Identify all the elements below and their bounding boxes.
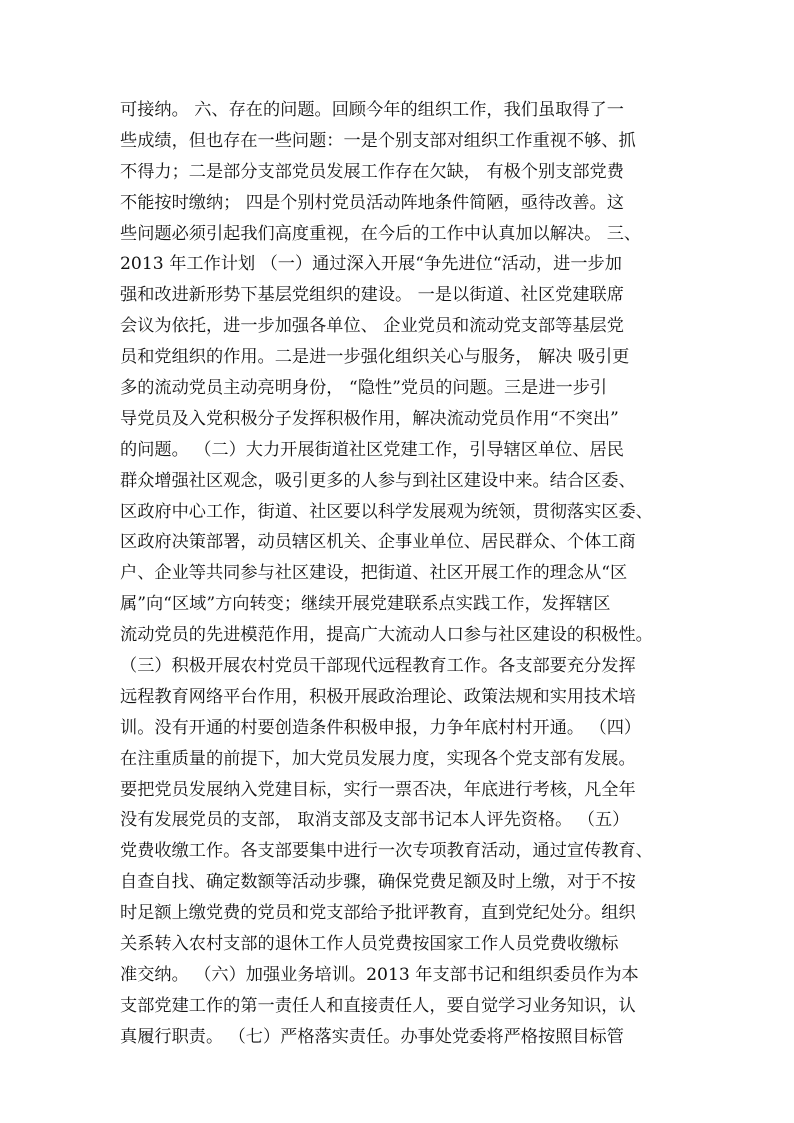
text-line: 强和改进新形势下基层党组织的建设。 一是以街道、社区党建联席 xyxy=(120,285,624,306)
text-line: 区政府决策部署，动员辖区机关、企事业单位、居民群众、个体工商 xyxy=(120,532,636,553)
text-line: 2013 年工作计划 （一）通过深入开展“争先进位“活动，进一步加 xyxy=(120,254,622,275)
text-line: 准交纳。 （六）加强业务培训。2013 年支部书记和组织委员作为本 xyxy=(120,964,639,985)
text-line: 真履行职责。 （七）严格落实责任。办事处党委将严格按照目标管 xyxy=(120,1026,624,1047)
text-line: 远程教育网络平台作用，积极开展政治理论、政策法规和实用技术培 xyxy=(120,686,636,707)
text-line: 要把党员发展纳入党建目标，实行一票否决，年底进行考核，凡全年 xyxy=(120,779,636,800)
text-line: 群众增强社区观念，吸引更多的人参与到社区建设中来。结合区委、 xyxy=(120,470,636,491)
text-line: 区政府中心工作，街道、社区要以科学发展观为统领，贯彻落实区委、 xyxy=(120,501,653,522)
text-line: 在注重质量的前提下，加大党员发展力度，实现各个党支部有发展。 xyxy=(120,748,636,769)
text-line: 可接纳。 六、存在的问题。回顾今年的组织工作，我们虽取得了一 xyxy=(120,100,624,120)
text-line: 会议为依托，进一步加强各单位、 企业党员和流动党支部等基层党 xyxy=(120,316,624,337)
text-line: 流动党员的先进模范作用，提高广大流动人口参与社区建设的积极性。 xyxy=(120,625,653,646)
text-line: 些问题必须引起我们高度重视，在今后的工作中认真加以解决。 三、 xyxy=(120,223,642,244)
text-line: 时足额上缴党费的党员和党支部给予批评教育，直到党纪处分。组织 xyxy=(120,903,636,924)
text-line: 些成绩，但也存在一些问题：一是个别支部对组织工作重视不够、抓 xyxy=(120,130,636,151)
text-line: 户、企业等共同参与社区建设，把街道、社区开展工作的理念从“区 xyxy=(120,563,628,584)
body-text xyxy=(120,95,680,1053)
text-line: 关系转入农村支部的退休工作人员党费按国家工作人员党费收缴标 xyxy=(120,934,619,955)
text-line: 多的流动党员主动亮明身份， “隐性”党员的问题。三是进一步引 xyxy=(120,378,608,399)
text-line: （三）积极开展农村党员干部现代远程教育工作。各支部要充分发挥 xyxy=(120,656,636,677)
text-line: 训。没有开通的村要创造条件积极申报，力争年底村村开通。 （四） xyxy=(120,717,642,738)
text-line: 不能按时缴纳； 四是个别村党员活动阵地条件简陋，亟待改善。这 xyxy=(120,192,624,213)
text-line: 自查自找、确定数额等活动步骤，确保党费足额及时上缴，对于不按 xyxy=(120,872,636,893)
text-line: 党费收缴工作。各支部要集中进行一次专项教育活动，通过宣传教育、 xyxy=(120,841,653,862)
text-line: 属”向“区域”方向转变；继续开展党建联系点实践工作，发挥辖区 xyxy=(120,594,611,615)
text-line: 没有发展党员的支部， 取消支部及支部书记本人评先资格。 （五） xyxy=(120,810,630,831)
text-line: 员和党组织的作用。二是进一步强化组织关心与服务， 解决 吸引更 xyxy=(120,347,630,368)
text-line: 支部党建工作的第一责任人和直接责任人，要自觉学习业务知识，认 xyxy=(120,995,636,1016)
text-line: 导党员及入党积极分子发挥积极作用，解决流动党员作用“不突出” xyxy=(120,408,619,429)
text-line: 的问题。 （二）大力开展街道社区党建工作，引导辖区单位、居民 xyxy=(120,439,624,460)
text-line: 不得力；二是部分支部党员发展工作存在欠缺， 有极个别支部党费 xyxy=(120,161,624,182)
